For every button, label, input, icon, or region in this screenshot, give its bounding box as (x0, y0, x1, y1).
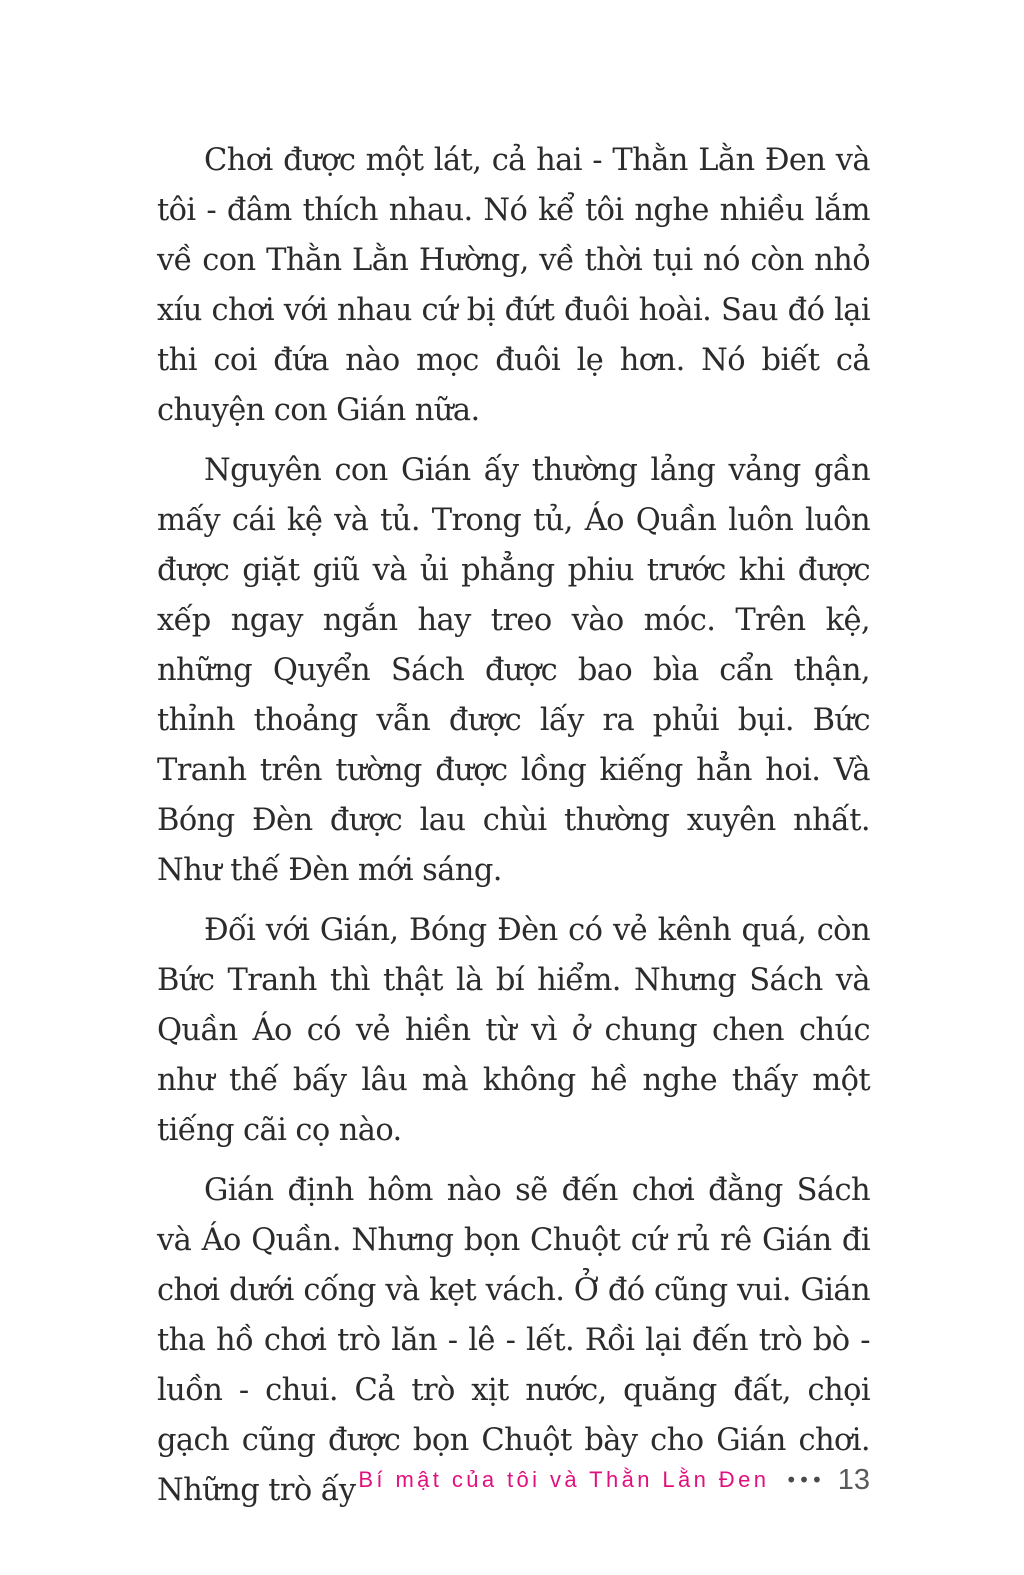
running-title: Bí mật của tôi và Thằn Lằn Đen (358, 1467, 770, 1492)
paragraph-1: Chơi được một lát, cả hai - Thằn Lằn Đen và tôi - đâm thích nhau. Nó kể tôi nghe nhiều lắm về con Thằn Lằn Hường, về thời tụi nó còn nhỏ xíu chơi với nhau cứ bị đứt đuôi hoài. Sau đó lại thi coi đứa nào mọc đuôi lẹ hơn. Nó biết cả chuyện con Gián nữa. (157, 143, 870, 428)
separator-dots-icon: ••• (785, 1468, 824, 1492)
page-number: 13 (837, 1463, 870, 1496)
page-body (157, 136, 870, 1526)
paragraph-3: Đối với Gián, Bóng Đèn có vẻ kênh quá, còn Bức Tranh thì thật là bí hiểm. Nhưng Sách và Quần Áo có vẻ hiền từ vì ở chung chen chúc như thế bấy lâu mà không hề nghe thấy một tiếng cãi cọ nào. (157, 913, 870, 1148)
paragraph-4: Gián định hôm nào sẽ đến chơi đằng Sách và Áo Quần. Nhưng bọn Chuột cứ rủ rê Gián đi chơi dưới cống và kẹt vách. Ở đó cũng vui. Gián tha hồ chơi trò lăn - lê - lết. Rồi lại đến trò bò - luồn - chui. Cả trò xịt nước, quăng đất, chọi gạch cũng được bọn Chuột bày cho Gián chơi. Những trò ấy (157, 1173, 870, 1508)
paragraph-2: Nguyên con Gián ấy thường lảng vảng gần mấy cái kệ và tủ. Trong tủ, Áo Quần luôn luôn được giặt giũ và ủi phẳng phiu trước khi được xếp ngay ngắn hay treo vào móc. Trên kệ, những Quyển Sách được bao bìa cẩn thận, thỉnh thoảng vẫn được lấy ra phủi bụi. Bức Tranh trên tường được lồng kiếng hẳn hoi. Và Bóng Đèn được lau chùi thường xuyên nhất. Như thế Đèn mới sáng. (157, 453, 870, 888)
page-footer (358, 1455, 870, 1505)
